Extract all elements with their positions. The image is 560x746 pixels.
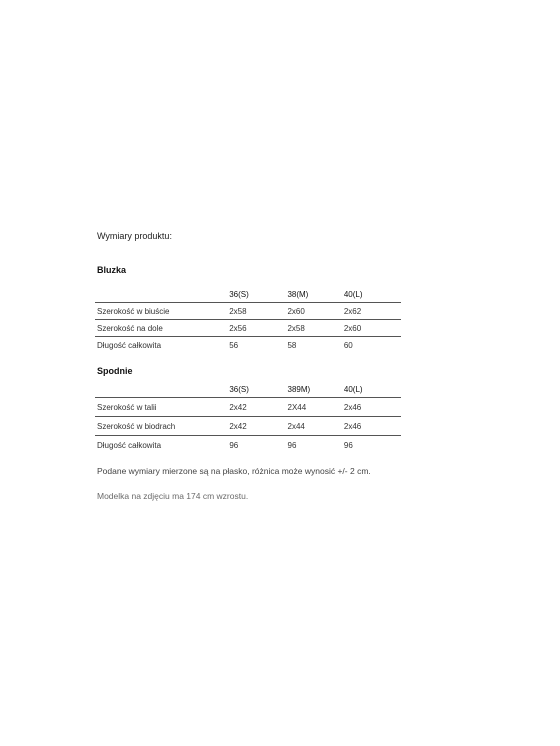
- table-cell: 96: [287, 440, 297, 450]
- table-cell: 96: [229, 440, 239, 450]
- table-cell: 2x42: [227, 398, 285, 417]
- header-cell: 389M): [286, 381, 342, 398]
- row-label: Długość całkowita: [97, 440, 162, 450]
- header-cell: [95, 286, 227, 303]
- header-cell: 40(L): [342, 286, 401, 303]
- table-cell: 2x44: [286, 417, 342, 436]
- table-row: [95, 398, 401, 417]
- header-cell: 36(S): [227, 286, 285, 303]
- row-label: Szerokość na dole: [95, 320, 227, 337]
- row-label: Długość całkowita: [97, 340, 162, 350]
- table-cell: 2x56: [227, 320, 285, 337]
- bluzka-size-table: [95, 286, 401, 353]
- table-cell: 96: [343, 440, 353, 450]
- bluzka-title: Bluzka: [97, 265, 127, 275]
- table-cell: 58: [287, 340, 297, 350]
- table-cell: 2x62: [342, 303, 401, 320]
- table-cell: 2x58: [227, 303, 285, 320]
- table-header-row: [95, 381, 401, 398]
- table-row: [95, 417, 401, 436]
- table-cell: 2x58: [285, 320, 341, 337]
- table-cell: 2x46: [342, 398, 401, 417]
- spodnie-title: Spodnie: [97, 366, 133, 376]
- header-cell: [95, 381, 227, 398]
- intro-heading: Wymiary produktu:: [97, 231, 172, 241]
- row-label: Szerokość w biuście: [95, 303, 227, 320]
- header-cell: 38(M): [285, 286, 341, 303]
- table-cell: 2x60: [285, 303, 341, 320]
- model-height-note: Modelka na zdjęciu ma 174 cm wzrostu.: [97, 491, 249, 501]
- header-cell: 36(S): [227, 381, 285, 398]
- measurement-note: Podane wymiary mierzone są na płasko, różnica może wynosić +/- 2 cm.: [97, 466, 371, 476]
- table-row: [95, 436, 401, 455]
- table-row: [95, 320, 401, 337]
- table-row: [95, 337, 401, 354]
- row-label: Szerokość w talii: [95, 398, 227, 417]
- table-cell: 2x46: [342, 417, 401, 436]
- table-cell: 2x42: [227, 417, 285, 436]
- table-cell: 2X44: [286, 398, 342, 417]
- spodnie-size-table: [95, 381, 401, 454]
- row-label: Szerokość w biodrach: [95, 417, 227, 436]
- table-cell: 2x60: [342, 320, 401, 337]
- table-cell: 56: [229, 340, 239, 350]
- header-cell: 40(L): [342, 381, 401, 398]
- table-header-row: [95, 286, 401, 303]
- table-row: [95, 303, 401, 320]
- table-cell: 60: [343, 340, 353, 350]
